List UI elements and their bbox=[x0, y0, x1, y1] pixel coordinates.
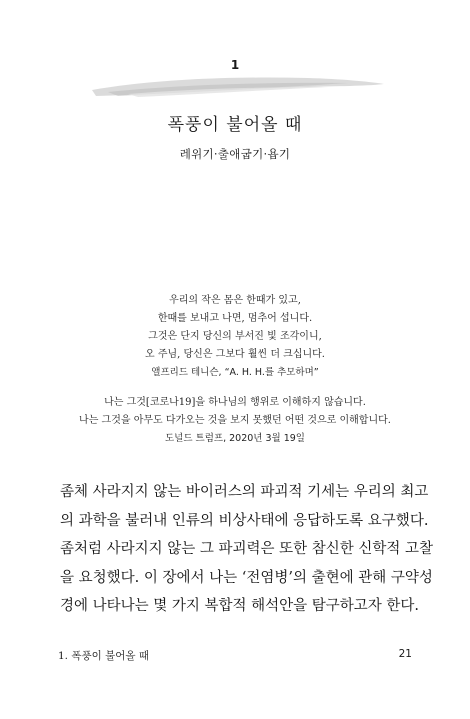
body-line: 좀체 사라지지 않는 바이러스의 파괴적 기세는 우리의 최고 bbox=[60, 484, 429, 500]
epigraph-line: 나는 그것[코로나19]을 하나님의 행위로 이해하지 않습니다. bbox=[104, 397, 366, 408]
body-line: 을 요청했다. 이 장에서 나는 ‘전염병’의 출현에 관해 구약성 bbox=[60, 569, 433, 586]
epigraph-line: 한때를 보내고 나면, 멈추어 섭니다. bbox=[157, 313, 313, 324]
epigraph-tennyson bbox=[0, 292, 470, 382]
brush-stroke-decoration bbox=[88, 74, 388, 102]
chapter-title: 폭풍이 불어올 때 bbox=[167, 115, 303, 135]
epigraph-trump bbox=[0, 394, 470, 448]
body-line: 경에 나타나는 몇 가지 복합적 해석안을 탐구하고자 한다. bbox=[60, 598, 420, 614]
epigraph-attribution: 앨프리드 테니슨, “A. H. H.를 추모하며” bbox=[151, 367, 319, 378]
chapter-number: 1 bbox=[230, 58, 240, 72]
page-number: 21 bbox=[398, 648, 412, 660]
chapter-subtitle: 레위기·출애굽기·욥기 bbox=[179, 147, 291, 161]
epigraph-line: 그것은 단지 당신의 부서진 빛 조각이니, bbox=[148, 331, 322, 342]
body-line: 좀처럼 사라지지 않는 그 파괴력은 또한 참신한 신학적 고찰 bbox=[60, 541, 434, 557]
body-line: 의 과학을 불러내 인류의 비상사태에 응답하도록 요구했다. bbox=[60, 512, 429, 529]
epigraph-line: 우리의 작은 몸은 한때가 있고, bbox=[169, 295, 301, 306]
running-footer-title: 1. 폭풍이 불어올 때 bbox=[58, 650, 150, 662]
epigraph-line: 오 주님, 당신은 그보다 훨씬 더 크십니다. bbox=[145, 349, 325, 360]
body-paragraph bbox=[60, 478, 434, 621]
epigraph-line: 나는 그것을 아무도 다가오는 것을 보지 못했던 어떤 것으로 이해합니다. bbox=[79, 415, 391, 426]
epigraph-attribution: 도널드 트럼프, 2020년 3월 19일 bbox=[164, 433, 305, 444]
